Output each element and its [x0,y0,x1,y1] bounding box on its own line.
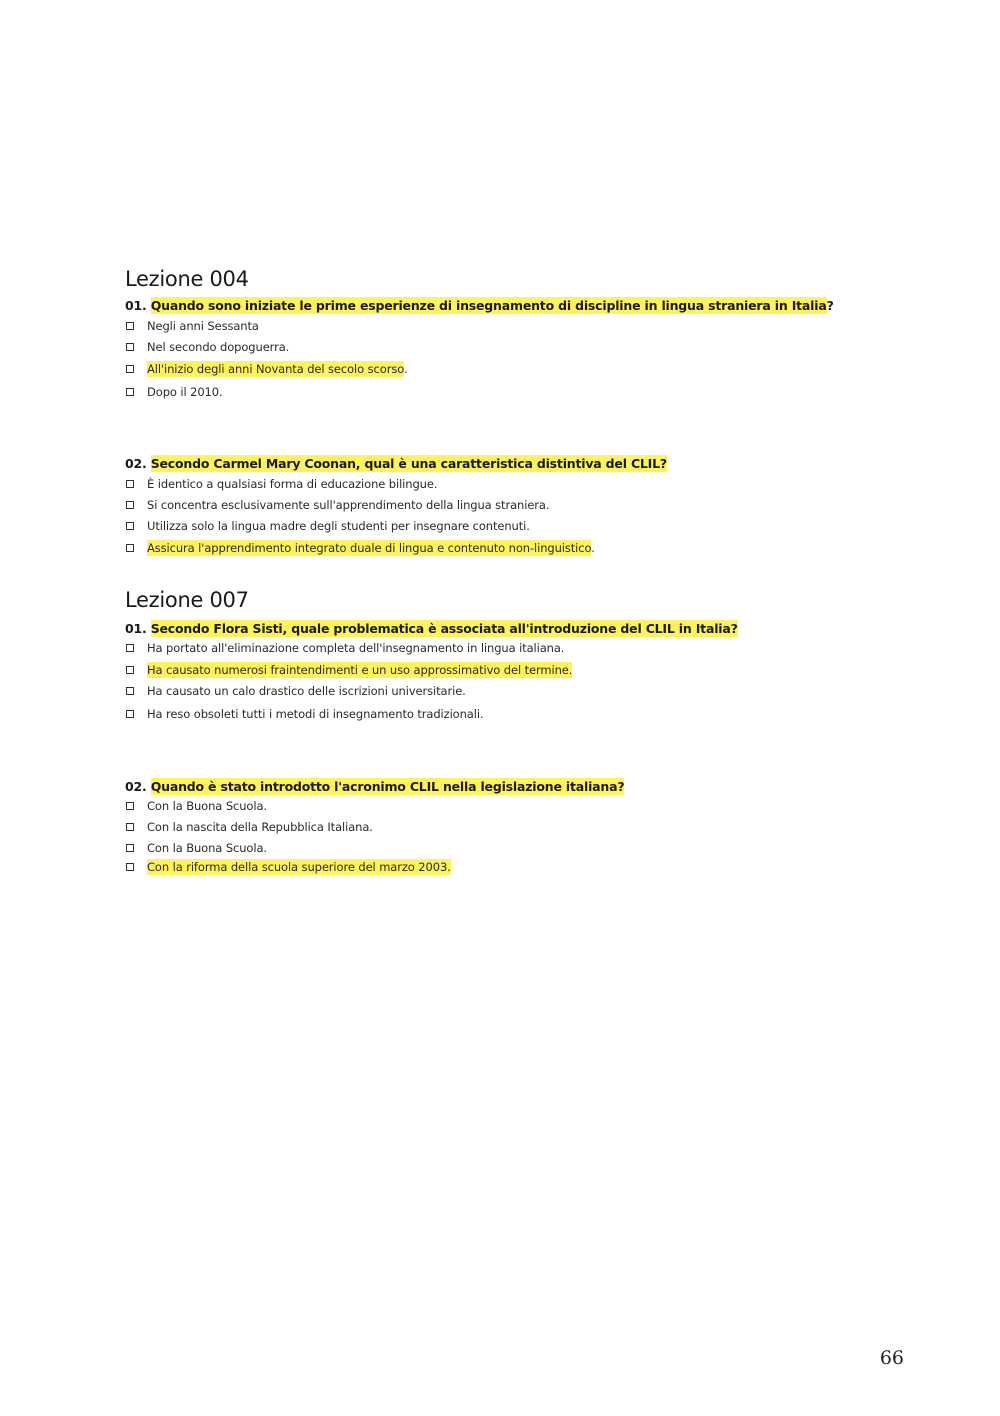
answer-text: Ha reso obsoleti tutti i metodi di insegnamento tradizionali. [147,707,484,721]
answer-option[interactable] [125,318,885,335]
answer-option-correct[interactable] [125,662,885,679]
answer-option[interactable] [125,819,885,836]
answer-text: È identico a qualsiasi forma di educazione bilingue. [147,477,438,491]
answer-option[interactable] [125,683,885,700]
checkbox-icon[interactable] [126,802,134,810]
question-01 [125,296,885,401]
answer-text: Nel secondo dopoguerra. [147,340,290,354]
question-text: Quando è stato introdotto l'acronimo CLIL nella legislazione italiana? [150,779,625,794]
checkbox-icon[interactable] [126,365,134,373]
answer-text: All'inizio degli anni Novanta del secolo scorso [147,362,404,376]
answer-text: Con la Buona Scuola. [147,799,267,813]
answer-text: Dopo il 2010. [147,385,223,399]
answer-text: Con la riforma della scuola superiore del marzo 2003. [147,860,451,874]
answer-list [125,798,885,876]
answer-option[interactable] [125,476,885,493]
question-02 [125,454,885,557]
checkbox-icon[interactable] [126,480,134,488]
answer-option[interactable] [125,706,885,723]
question-number: 02. [125,456,147,471]
question-number: 01. [125,298,147,313]
question-number: 02. [125,779,147,794]
answer-option[interactable] [125,840,885,857]
question-number: 01. [125,621,147,636]
answer-text: Ha portato all'eliminazione completa dell'insegnamento in lingua italiana. [147,641,565,655]
answer-text: Negli anni Sessanta [147,319,259,333]
question-line [125,619,885,639]
answer-text: Ha causato un calo drastico delle iscrizioni universitarie. [147,684,466,698]
checkbox-icon[interactable] [126,666,134,674]
answer-option[interactable] [125,518,885,535]
answer-option[interactable] [125,384,885,401]
answer-list [125,476,885,557]
checkbox-icon[interactable] [126,343,134,351]
question-text: Secondo Flora Sisti, quale problematica è associata all'introduzione del CLIL in Italia? [150,621,738,636]
lesson-004 [125,266,885,555]
question-line [125,296,885,316]
checkbox-icon[interactable] [126,544,134,552]
checkbox-icon[interactable] [126,863,134,871]
checkbox-icon[interactable] [126,710,134,718]
answer-text: Con la Buona Scuola. [147,841,267,855]
answer-option-correct[interactable] [125,859,885,876]
checkbox-icon[interactable] [126,687,134,695]
answer-text: Assicura l'apprendimento integrato duale di lingua e contenuto non-linguistico [147,541,592,555]
checkbox-icon[interactable] [126,644,134,652]
question-01 [125,619,885,723]
checkbox-icon[interactable] [126,388,134,396]
answer-option[interactable] [125,640,885,657]
checkbox-icon[interactable] [126,322,134,330]
answer-text: Con la nascita della Repubblica Italiana. [147,820,373,834]
question-line [125,454,885,474]
question-02 [125,777,885,876]
answer-suffix: . [591,541,595,555]
answer-text: Utilizza solo la lingua madre degli studenti per insegnare contenuti. [147,519,530,533]
answer-option-correct[interactable] [125,540,885,557]
answer-text: Ha causato numerosi fraintendimenti e un uso approssimativo del termine. [147,663,573,677]
answer-text: Si concentra esclusivamente sull'apprendimento della lingua straniera. [147,498,550,512]
answer-suffix: . [403,362,408,376]
page-number: 66 [879,1347,904,1369]
answer-option[interactable] [125,339,885,356]
lesson-007 [125,587,885,874]
question-text: Quando sono iniziate le prime esperienze di insegnamento di discipline in lingua straniera in Italia [150,298,827,313]
answer-option[interactable] [125,497,885,514]
answer-option-correct[interactable] [125,361,885,378]
checkbox-icon[interactable] [126,501,134,509]
checkbox-icon[interactable] [126,844,134,852]
checkbox-icon[interactable] [126,522,134,530]
lesson-title: Lezione 004 [125,267,249,291]
question-suffix: ? [826,298,834,313]
lesson-title: Lezione 007 [125,588,249,612]
answer-list [125,640,885,723]
checkbox-icon[interactable] [126,823,134,831]
answer-list [125,318,885,401]
answer-option[interactable] [125,798,885,815]
question-text: Secondo Carmel Mary Coonan, qual è una caratteristica distintiva del CLIL? [150,456,667,471]
question-line [125,777,885,797]
